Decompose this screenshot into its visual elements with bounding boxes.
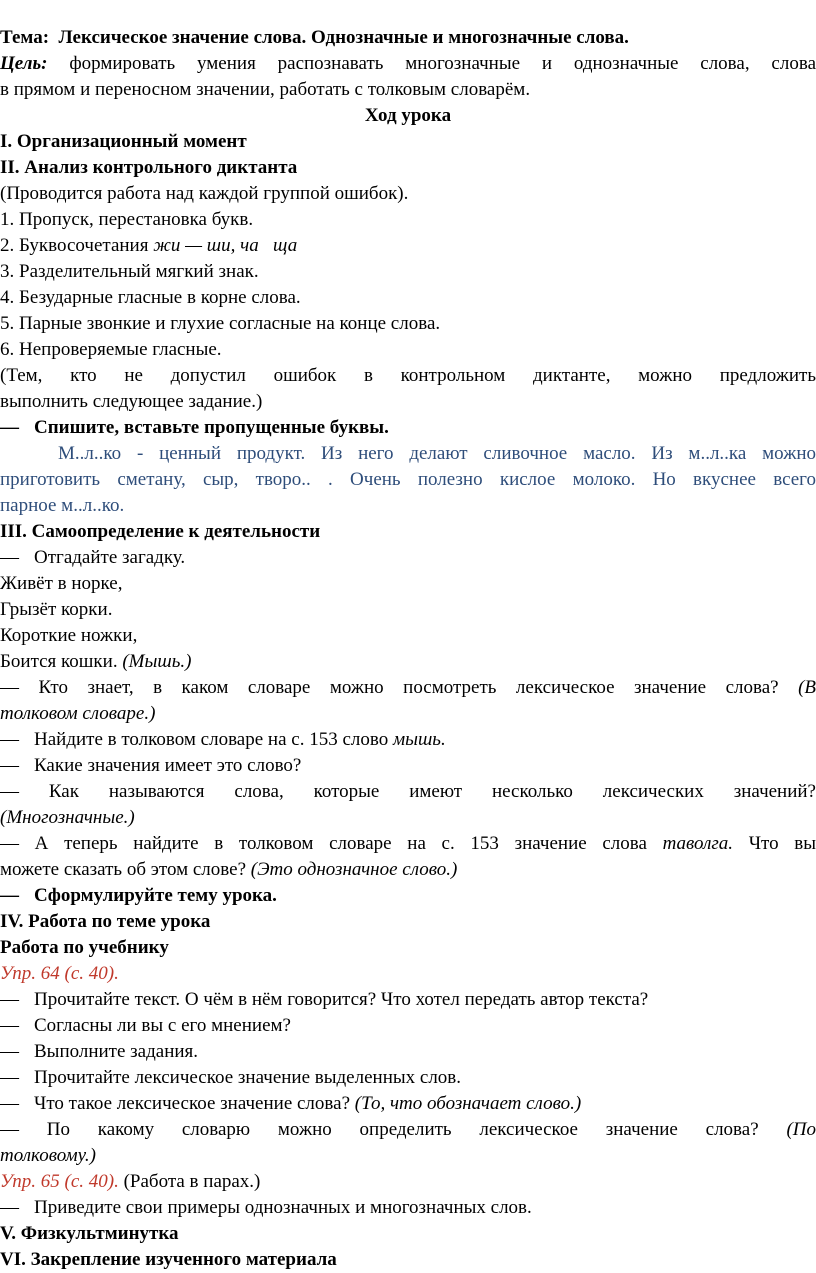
section-4-heading: IV. Работа по теме урока	[0, 911, 211, 932]
dash: —	[0, 1015, 19, 1036]
textbook-q-5-answer: (То, что обозначает слово.)	[354, 1093, 582, 1114]
dictation-text-3: парное м..л..ко.	[0, 495, 125, 516]
textbook-q-5-text: Что такое лексическое значение слова?	[34, 1093, 351, 1114]
exercise-65-note: (Работа в парах.)	[123, 1171, 261, 1192]
qa-2-text: Найдите в толковом словаре на с. 153 слово	[34, 729, 389, 750]
dictation-item-2-letters: жи — ши, ча ща	[153, 235, 298, 256]
riddle-question-text: Отгадайте загадку.	[34, 547, 186, 568]
qa-1-line-1	[0, 675, 816, 701]
section-4-subheading: Работа по учебнику	[0, 937, 169, 958]
dictation-text-1: М..л..ко - ценный продукт. Из него делают сливочное масло. Из м..л..ка можно	[58, 443, 816, 464]
qa-6-text: Сформулируйте тему урока.	[34, 885, 277, 906]
section-3-heading: III. Самоопределение к деятельности	[0, 521, 321, 542]
qa-2	[0, 727, 816, 753]
dictation-note-2: выполнить следующее задание.)	[0, 391, 263, 412]
textbook-q-7	[0, 1195, 816, 1221]
qa-4-line-1	[0, 779, 816, 805]
textbook-q-3	[0, 1039, 816, 1065]
dictation-item-1: 1. Пропуск, перестановка букв.	[0, 209, 254, 230]
dash: —	[0, 1119, 19, 1140]
textbook-q-2	[0, 1013, 816, 1039]
dictation-item-6: 6. Непроверяемые гласные.	[0, 339, 222, 360]
dictation-task-text: Спишите, вставьте пропущенные буквы.	[34, 417, 389, 438]
riddle-line-4	[0, 649, 816, 675]
dash: —	[0, 885, 19, 906]
course-title: Ход урока	[364, 105, 452, 126]
topic-line	[0, 25, 816, 51]
dictation-item-5: 5. Парные звонкие и глухие согласные на конце слова.	[0, 313, 441, 334]
exercise-65-line	[0, 1169, 816, 1195]
dictation-item-3: 3. Разделительный мягкий знак.	[0, 261, 259, 282]
dictation-note-1: (Тем, кто не допустил ошибок в контрольном диктанте, можно предложить	[0, 365, 816, 386]
qa-1-text: Кто знает, в каком словаре можно посмотреть лексическое значение слова?	[38, 677, 779, 698]
textbook-q-6-line-2: толковому.)	[0, 1145, 96, 1166]
goal-text-1: формировать умения распознавать многозначные и однозначные слова, слова	[69, 53, 816, 74]
goal-line-2: в прямом и переносном значении, работать с толковым словарём.	[0, 79, 531, 100]
textbook-q-5	[0, 1091, 816, 1117]
goal-label: Цель:	[0, 53, 48, 74]
section-2-heading: II. Анализ контрольного диктанта	[0, 157, 298, 178]
riddle-question	[0, 545, 816, 571]
qa-5-word: таволга.	[662, 833, 734, 854]
dictation-item-4: 4. Безударные гласные в корне слова.	[0, 287, 301, 308]
textbook-q-1-text: Прочитайте текст. О чём в нём говорится? Что хотел передать автор текста?	[34, 989, 649, 1010]
lesson-document	[0, 25, 816, 1273]
riddle-line-3: Короткие ножки,	[0, 625, 138, 646]
exercise-64-ref: Упр. 64 (с. 40).	[0, 963, 119, 984]
qa-5-line-2	[0, 857, 816, 883]
riddle-line-1: Живёт в норке,	[0, 573, 123, 594]
dash: —	[0, 729, 19, 750]
dictation-item-2-text: 2. Буквосочетания	[0, 235, 149, 256]
textbook-q-4	[0, 1065, 816, 1091]
dash: —	[0, 677, 19, 698]
dash: —	[0, 417, 19, 438]
textbook-q-6-text: По какому словарю можно определить лексическое значение слова?	[46, 1119, 759, 1140]
dash: —	[0, 1093, 19, 1114]
qa-5-answer: (Это однозначное слово.)	[250, 859, 458, 880]
qa-2-word: мышь.	[392, 729, 446, 750]
section-1-heading: I. Организационный момент	[0, 131, 247, 152]
qa-5-text: А теперь найдите в толковом словаре на с. 153 значение слова	[34, 833, 647, 854]
textbook-q-7-text: Приведите свои примеры однозначных и многозначных слов.	[34, 1197, 532, 1218]
dash: —	[0, 1041, 19, 1062]
qa-3	[0, 753, 816, 779]
qa-6	[0, 883, 816, 909]
dash: —	[0, 833, 19, 854]
qa-4-answer: (Многозначные.)	[0, 807, 135, 828]
textbook-q-6-answer-start: (По	[786, 1119, 816, 1140]
riddle-line-4-text: Боится кошки.	[0, 651, 118, 672]
dictation-intro: (Проводится работа над каждой группой ошибок).	[0, 183, 409, 204]
textbook-q-1	[0, 987, 816, 1013]
dash: —	[0, 989, 19, 1010]
section-6-heading: VI. Закрепление изученного материала	[0, 1249, 337, 1270]
dictation-text-2: приготовить сметану, сыр, творо.. . Очень полезно кислое молоко. Но вкуснее всего	[0, 469, 816, 490]
dash: —	[0, 1067, 19, 1088]
qa-5-text-end: Что вы	[748, 833, 816, 854]
qa-4-text: Как называются слова, которые имеют несколько лексических значений?	[48, 781, 816, 802]
dictation-task	[0, 415, 816, 441]
dash: —	[0, 547, 19, 568]
qa-3-text: Какие значения имеет это слово?	[34, 755, 302, 776]
riddle-line-2: Грызёт корки.	[0, 599, 113, 620]
dictation-item-2	[0, 233, 816, 259]
dash: —	[0, 781, 19, 802]
goal-line-1	[0, 51, 816, 77]
textbook-q-6-line-1	[0, 1117, 816, 1143]
textbook-q-2-text: Согласны ли вы с его мнением?	[34, 1015, 291, 1036]
exercise-65-ref: Упр. 65 (с. 40).	[0, 1171, 119, 1192]
textbook-q-3-text: Выполните задания.	[34, 1041, 199, 1062]
topic-label: Тема:	[0, 27, 50, 48]
section-5-heading: V. Физкультминутка	[0, 1223, 179, 1244]
topic-text: Лексическое значение слова. Однозначные и многозначные слова.	[58, 27, 629, 48]
qa-5-line-2-text: можете сказать об этом слове?	[0, 859, 246, 880]
riddle-answer: (Мышь.)	[122, 651, 192, 672]
textbook-q-4-text: Прочитайте лексическое значение выделенных слов.	[34, 1067, 462, 1088]
dash: —	[0, 1197, 19, 1218]
qa-1-line-2: толковом словаре.)	[0, 703, 156, 724]
qa-1-answer-start: (В	[798, 677, 816, 698]
qa-5-line-1	[0, 831, 816, 857]
dash: —	[0, 755, 19, 776]
